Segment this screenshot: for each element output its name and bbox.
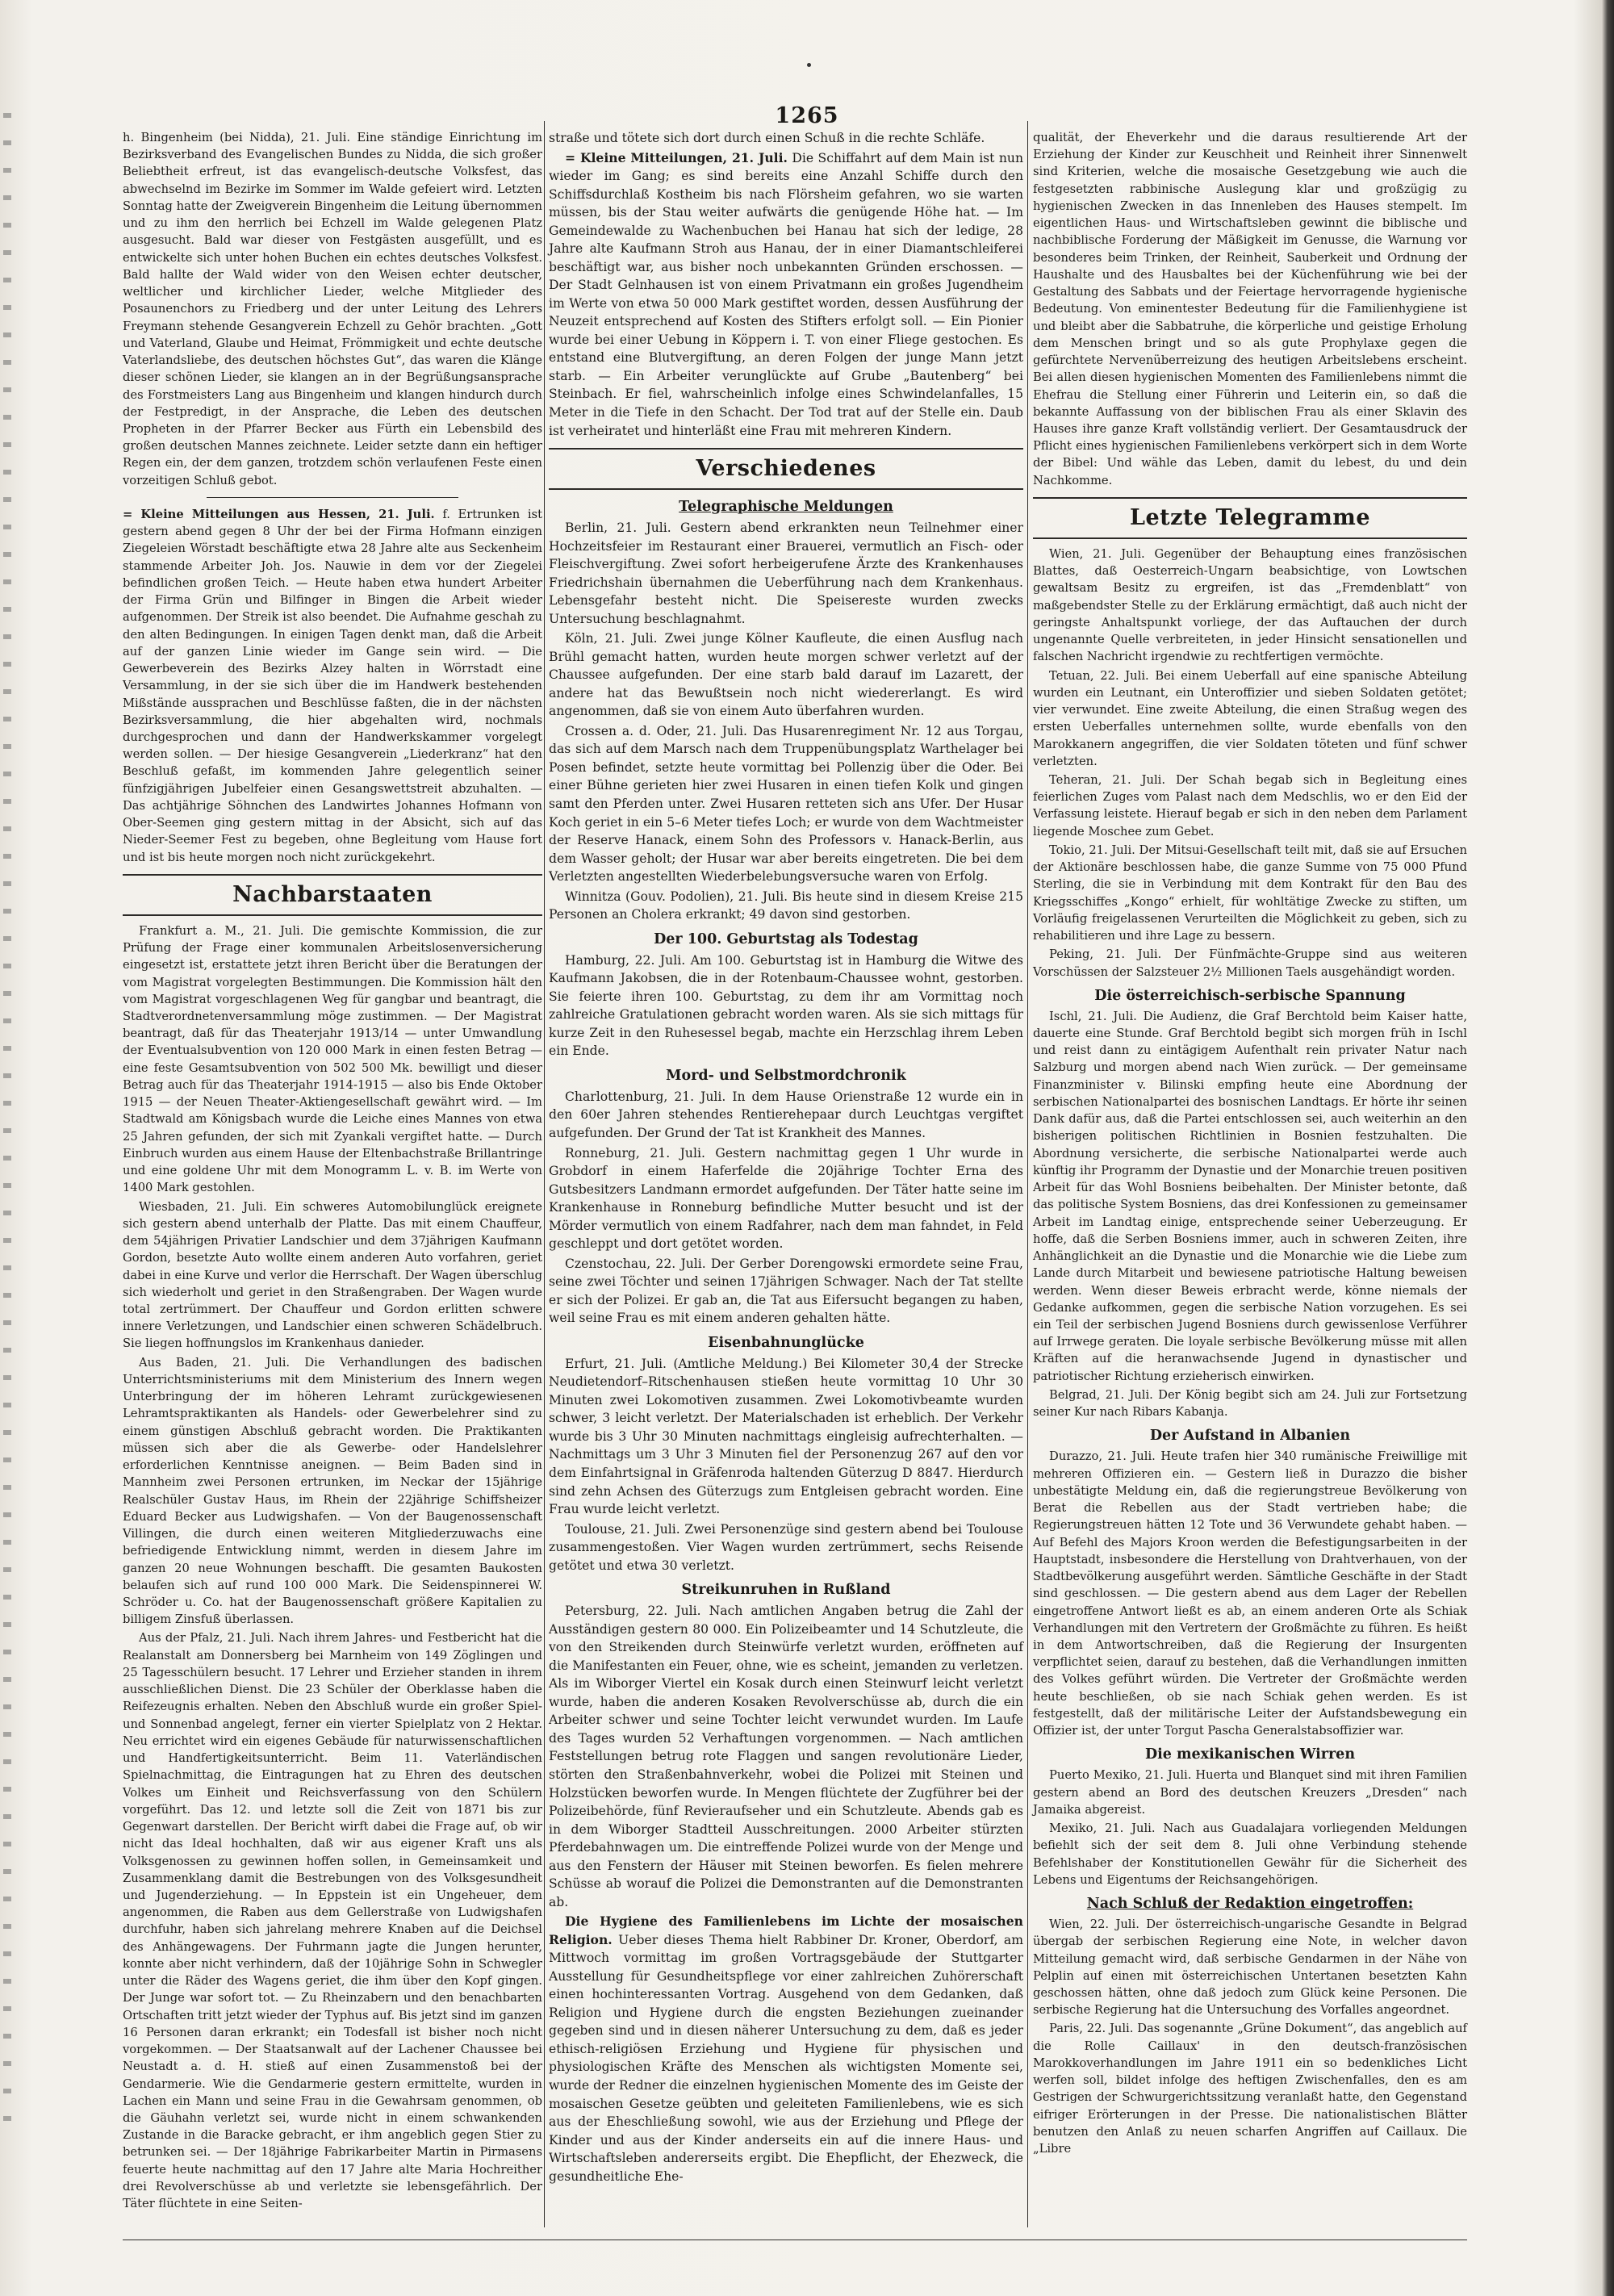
subheading-telegraphische-meldungen: Telegraphische Meldungen (679, 499, 893, 516)
article-durazzo: Durazzo, 21. Juli. Heute trafen hier 340 rumänische Freiwillige mit mehreren Offizieren ein. — Gestern ließ in Durazzo die bisher unbestätigte Meldung ein, daß die regierungstreue Bevölkerung von Berat die Rebellen aus der Stadt vertrieben habe; die Regierungstreuen hätten 12 Tote und 36 Verwundete gehabt haben. — Auf Befehl des Majors Kroon werden die Befestigungsarbeiten in der Hauptstadt, insbesondere die Herstellung von Drahtverhauen, von der Stadtbevölkerung ausgeführt werden. Sämtliche Geschäfte in der Stadt sind geschlossen. — Die gestern abend aus dem Lager der Rebellen eingetroffene Antwort ließt es ab, an einem anderen Orte als Schiak Verhandlungen mit den Vertretern der Großmächte zu führen. Es heißt in dem Antwortschreiben, daß die Regierung der Insurgenten verpflichtet seien, darauf zu bestehen, daß die Verhandlungen inmitten des Volkes geführt würden. Die Vertreter der Großmächte werden heute beschließen, ob sie nach Schiak gehen werden. Es ist festgestellt, daß der militärische Leiter der Aufstandsbewegung ein Offizier ist, der unter Torgut Pascha Generalstabsoffizier war. (1033, 1449, 1467, 1738)
article-ronneburg: Ronneburg, 21. Juli. Gestern nachmittag gegen 1 Uhr wurde in Grobdorf in einem Haferfelde die 20jährige Tochter Erna des Gutsbesitzers Landmann ermordet aufgefunden. Der Täter hatte seine im Krankenhause in Ronneburg befindliche Mutter besucht und ist der Mörder vermutlich von einem Radfahrer, nach dem man fahndet, in Feld geschleppt und dort getötet worden. (549, 1145, 1023, 1252)
column-1 (123, 129, 542, 2214)
subheading-mordchronik: Mord- und Selbstmordchronik (666, 1067, 906, 1084)
article-tokio: Tokio, 21. Juli. Der Mitsui-Gesellschaft teilt mit, daß sie auf Ersuchen der Aktionäre beschlossen habe, die ganze Summe von 75 000 Pfund Sterling, die sie in Verbindung mit dem Kontrakt für den Bau des Kriegsschiffes „Kongo“ erhielt, für wohltätige Zwecke zu stiften, um Vorläufig freigelassenen Verurteilten die Möglichkeit zu geben, sich zu rehabilitieren und ihre Lage zu bessern. (1033, 843, 1467, 943)
article-peking: Peking, 21. Juli. Der Fünfmächte-Gruppe sind aus weiteren Vorschüssen der Salzsteuer 2½ Millionen Taels ausgehändigt worden. (1033, 947, 1467, 979)
kleine-mitteilungen-text: Die Schiffahrt auf dem Main ist nun wieder im Gang; es sind bereits eine Anzahl Schiffe durch den Schiffsdurchlaß Kostheim bis nach Flörsheim gefahren, wo sie warten müssen, bis der Stau weiter aufwärts die genügende Höhe hat. — Im Gemeindewalde zu Wachenbuchen bei Hanau hat sich der ledige, 28 Jahre alte Kaufmann Stroh aus Hanau, der in einer Diamantschleiferei beschäftigt war, aus bisher noch unbekannten Gründen erschossen. — Der Stadt Gelnhausen ist von einem Privatmann ein großes Jugendheim im Werte von etwa 50 000 Mark gestiftet worden, dessen Ausführung der Neuzeit entsprechend auf Kosten des Stifters erfolgt soll. — Ein Pionier wurde bei einer Uebung in Köppern i. T. von einer Fliege gestochen. Es entstand eine Blutvergiftung, an deren Folgen der junge Mann jetzt starb. — Ein Arbeiter verunglückte auf Grube „Bautenberg“ bei Steinbach. Er fiel, wahrscheinlich infolge eines Schwindelanfalles, 15 Meter in die Tiefe in den Schacht. Der Tod trat auf der Stelle ein. Daub ist verheiratet und hinterläßt eine Frau mit mehreren Kindern. (549, 150, 1023, 438)
page-dot (807, 63, 811, 67)
article-wiesbaden: Wiesbaden, 21. Juli. Ein schweres Automobilunglück ereignete sich gestern abend unterhalb der Platte. Das mit einem Chauffeur, dem 54jährigen Privatier Landschier und dem 37jährigen Kaufmann Gordon, besetzte Auto wollte einem anderen Auto vorfahren, geriet dabei in eine Kurve und verlor die Herrschaft. Der Wagen überschlug sich wiederholt und geriet in den Straßengraben. Der Wagen wurde total zertrümmert. Der Chauffeur und Gordon erlitten schwere innere Verletzungen, und Landschier einen schweren Schädelbruch. Sie liegen hoffnungslos im Krankenhaus danieder. (123, 1199, 542, 1351)
article-erfurt: Erfurt, 21. Juli. (Amtliche Meldung.) Bei Kilometer 30,4 der Strecke Neudietendorf–Ritschenhausen stießen heute vormittag 10 Uhr 30 Minuten zwei Lokomotiven zusammen. Zwei Lokomotivbeamte wurden schwer, 3 leicht verletzt. Der Materialschaden ist erheblich. Der Verkehr wurde bis 3 Uhr 30 Minuten nachmittags eingleisig aufrechterhalten. — Nachmittags um 3 Uhr 3 Minuten fiel der Personenzug 267 auf den vor dem Einfahrtsignal in Gräfenroda haltenden Güterzug D 8847. Hierdurch sind zehn Achsen des Güterzugs zum Entgleisen gebracht worden. Eine Frau wurde leicht verletzt. (549, 1356, 1023, 1517)
subheading-streikunruhen: Streikunruhen in Rußland (681, 1582, 891, 1599)
article-pfalz: Aus der Pfalz, 21. Juli. Nach ihrem Jahres- und Festbericht hat die Realanstalt am Donnersberg bei Marnheim von 149 Zöglingen und 25 Tagesschülern besucht. 17 Lehrer und Erzieher standen in ihrem ausschließlichen Dienst. Die 23 Schüler der Oberklasse haben die Reifezeugnis erhalten. Neben den Abschluß wurde ein großer Spiel- und Sonnenbad angelegt, ferner ein vierter Spielplatz von 2 Hektar. Neu errichtet wird ein eigenes Gebäude für naturwissenschaftlichen und Handfertigkeitsunterricht. Beim 11. Vaterländischen Spielnachmittag, die Eintragungen hat zu Ehren des deutschen Volkes um Einheit und Reichsverfassung von den Schülern vorgeführt. Das 12. und letzte soll die Zeit von 1871 bis zur Gegenwart darstellen. Der Bericht wirft dabei die Frage auf, ob wir nicht das Ideal hochhalten, daß wir aus eigener Kraft uns als Volksgenossen zu gewinnen hoffen sollen, in Gemeinsamkeit und Zusammenklang damit die Bestrebungen von des Volksgesundheit und Jugenderziehung. — In Eppstein ist ein Ungeheuer, dem angenommen, die Raben aus dem Gellerstraße von Ludwigshafen durchfuhr, haben sich jahrelang mehrere Knaben auf die Deichsel des Anhängewagens. Der Fuhrmann jagte die Jungen herunter, konnte aber nicht verhindern, daß der 10jährige Sohn in Schwegler unter die Räder des Wagens geriet, die ihm über den Kopf gingen. Der Junge war sofort tot. — Zu Rheinzabern und den benachbarten Ortschaften tritt jetzt wieder der Typhus auf. Bis jetzt sind im ganzen 16 Personen daran erkrankt; ein Todesfall ist bisher noch nicht vorgekommen. — Der Staatsanwalt auf der Lachener Chaussee bei Neustadt a. d. H. stieß auf einen Zusammenstoß bei der Gendarmerie. Wie die Gendarmerie gestern ermittelte, wurden in Lachen ein Mann und seine Frau in die Gewahrsam genommen, ob die Gäuhahn verletzt sei, wurde nicht in einem schwankenden Zustande in die Baracke gebracht, er ihm angeblich gegen Stier zu betrunken sei. — Der 18jährige Fabrikarbeiter Martin in Pirmasens feuerte heute nachmittag auf den 17 Jahre alte Maria Hochreither drei Revolverschüsse ab und verletzte sie lebensgefährlich. Der Täter flüchtete in eine Seiten- (123, 1631, 542, 2211)
article-crossen: Crossen a. d. Oder, 21. Juli. Das Husarenregiment Nr. 12 aus Torgau, das sich auf dem Marsch nach dem Truppenübungsplatz Warthelager bei Posen befindet, setzte heute vormittag bei Pollenzig über die Oder. Bei einer Bühne gerieten hier zwei Husaren in einen tiefen Kolk und gingen samt den Pferden unter. Zwei Husaren retteten sich ans Ufer. Der Husar Koch geriet in ein 5–6 Meter tiefes Loch; er wurde von dem Wachtmeister der Reserve Hanack, einem Sohn des Professors v. Hanack-Berlin, aus dem Wasser geholt; der Husar war aber bereits eingetreten. Die bei dem Verletzten angestellten Wiederbelebungsversuche waren von Erfolg. (549, 723, 1023, 885)
article-wien: Wien, 21. Juli. Gegenüber der Behauptung eines französischen Blattes, daß Oesterreich-Ungarn beabsichtige, von Lowtschen gewaltsam Besitz zu ergreifen, ist das „Fremdenblatt“ von maßgebendster Stelle zu der Erklärung ermächtigt, daß auch nicht der geringste Anhaltspunkt vorliege, der das Auftauchen der durch ungenannte Quelle verbreiteten, in jeder Hinsicht sensationellen und falschen Nachricht irgendwie zu rechtfertigen vermöchte. (1033, 546, 1467, 664)
article-paris: Paris, 22. Juli. Das sogenannte „Grüne Dokument“, das angeblich auf die Rolle Caillaux' in den deutsch-französischen Marokkoverhandlungen im Jahre 1911 ein so bedenkliches Licht werfen soll, bildet infolge des heftigen Zwischenfalles, den es am Gestrigen der Schwurgerichtssitzung veranlaßt hatte, den Gegenstand eifriger Erörterungen in der Presse. Die nationalistischen Blätter benutzen den Anlaß zu neuen scharfen Angriffen auf Caillaux. Die „Libre (1033, 2022, 1467, 2156)
article-kleine-hessen (123, 506, 542, 866)
article-czenstochau: Czenstochau, 22. Juli. Der Gerber Dorengowski ermordete seine Frau, seine zwei Töchter und seinen 17jährigen Schwager. Nach der Tat stellte er sich der Polizei. Er gab an, die Tat aus Eifersucht begangen zu haben, weil seine Frau es mit einem anderen gehalten hätte. (549, 1256, 1023, 1326)
subheading-albanien: Der Aufstand in Albanien (1149, 1428, 1351, 1445)
article-bingenheim: h. Bingenheim (bei Nidda), 21. Juli. Eine ständige Einrichtung im Bezirksverband des Evangelischen Bundes zu Nidda, die sich großer Beliebtheit erfreut, ist das evangelisch-deutsche Volksfest, das abwechselnd im Bezirke im Sommer im Walde gefeiert wird. Letzten Sonntag hatte der Zweigverein Bingenheim die Leitung übernommen und zu ihm den herrlich bei Echzell im Walde gelegenen Platz ausgesucht. Bald war dieser von Festgästen ausgefüllt, und es entwickelte sich unter hohen Buchen ein echtes deutsches Volksfest. Bald hallte der Wald wider von den Weisen echter deutscher, weltlicher und kirchlicher Lieder, welche Mitglieder des Posaunenchors zu Friedberg und der unter Leitung des Lehrers Freymann stehende Gesangverein Echzell zu Gehör brachten. „Gott und Vaterland, Glaube und Heimat, Frömmigkeit und echte deutsche Vaterlandsliebe, des deutschen höchstes Gut“, das waren die Klänge dieser schönen Lieder, sie klangen an in der Begrüßungsansprache des Forstmeisters Lang aus Bingenheim und klangen hindurch durch der Festpredigt, in der Ansprache, die Leben des deutschen Propheten in der Pfarrer Becker aus Fürth ein Lebensbild des großen deutschen Mannes zeichnete. Leider setzte dann ein heftiger Regen ein, der dem ganzen, trotzdem schön verlaufenen Feste einen vorzeitigen Schluß gebot. (123, 131, 542, 487)
article-teheran: Teheran, 21. Juli. Der Schah begab sich in Begleitung eines feierlichen Zuges vom Palast nach dem Medschlis, wo er den Eid der Verfassung leistete. Hierauf begab er sich in den neben dem Parlament liegende Moschee zum Gebet. (1033, 772, 1467, 839)
subheading-serbische-spannung: Die österreichisch-serbische Spannung (1094, 987, 1406, 1004)
article-koeln: Köln, 21. Juli. Zwei junge Kölner Kaufleute, die einen Ausflug nach Brühl gemacht hatten, wurden heute morgen schwer verletzt auf der Chaussee aufgefunden. Der eine starb bald darauf im Lazarett, der andere hat das Bewußtsein noch nicht wiedererlangt. Es wird angenommen, daß sie von einem Auto überfahren wurden. (549, 631, 1023, 719)
article-toulouse: Toulouse, 21. Juli. Zwei Personenzüge sind gestern abend bei Toulouse zusammengestoßen. Vier Wagen wurden zertrümmert, sechs Reisende getötet und etwa 30 verletzt. (549, 1521, 1023, 1573)
article-tetuan: Tetuan, 22. Juli. Bei einem Ueberfall auf eine spanische Abteilung wurden ein Leutnant, ein Unteroffizier und sieben Soldaten getötet; vier verwundet. Eine zweite Abteilung, die einen Straßug wegen des ersten Ueberfalles unternehmen sollte, wurde ebenfalls von den Marokkanern angegriffen, die vier Soldaten töteten und fünf schwer verletzten. (1033, 668, 1467, 768)
article-baden: Aus Baden, 21. Juli. Die Verhandlungen des badischen Unterrichtsministeriums mit dem Ministerium des Innern wegen Unterbringung der im höheren Lehramt zurückgewiesenen Lehramtspraktikanten als Handels- oder Gewerbelehrer sind zu einem günstigen Abschluß gebracht worden. Die Praktikanten müssen sich aber die als Gewerbe- oder Handelslehrer erforderlichen Kenntnisse aneignen. — Beim Baden sind in Mannheim zwei Personen ertrunken, im Neckar der 15jährige Realschüler Gustav Haus, im Rhein der 22jährige Schiffsheizer Eduard Becker aus Ludwigshafen. — Von der Baugenossenschaft Villingen, die durch einen weiteren Mitgliederzuwachs eine befriedigende Entwicklung nimmt, werden in diesem Jahre im ganzen 20 neue Wohnungen beschafft. Die gesamten Baukosten belaufen sich auf rund 100 000 Mark. Die Seidenspinnerei W. Schröder u. Co. hat der Baugenossenschaft größere Kapitalien zu billigem Zinsfuß überlassen. (123, 1355, 542, 1627)
column-3 (1033, 129, 1467, 2159)
article-belgrad: Belgrad, 21. Juli. Der König begibt sich am 24. Juli zur Fortsetzung seiner Kur nach Ribars Kabanja. (1033, 1387, 1467, 1420)
hygiene-heading: Die Hygiene des Familienlebens im Lichte der mosaischen Religion. (549, 1913, 1023, 1947)
article-wien-note: Wien, 22. Juli. Der österreichisch-ungarische Gesandte in Belgrad übergab der serbischen Regierung eine Note, in welcher davon Mitteilung gemacht wird, daß serbische Gendarmen in der Nähe von Pelplin auf einen mit österreichischen Untertanen besetzten Kahn geschossen hätten, ohne daß jedoch zum Glück keine Personen. Die serbische Regierung hat die Untersuchung des Vorfalles angeordnet. (1033, 1918, 1467, 2018)
article-hygiene (549, 1913, 1023, 2185)
subheading-mexiko: Die mexikanischen Wirren (1144, 1746, 1356, 1763)
hygiene-text: Ueber dieses Thema hielt Rabbiner Dr. Kroner, Oberdorf, am Mittwoch vormittag im großen Vortragsgebäude der Stuttgarter Ausstellung für Gesundheitspflege vor einer zahlreichen Zuhörerschaft einen hochinteressanten Vortrag. Ausgehend von dem Gedanken, daß Religion und Hygiene durch die engsten Beziehungen zueinander gegeben sind und in diesen näherer Untersuchung zu dem, daß es jeder ethisch-religiösen Erziehung und Hygiene für physischen und physiologischen Kräfte des Menschen als wichtigsten Momente sei, wurde der Redner die einzelnen hygienischen Momente des im Geiste der mosaischen Gesetze geübten und geleiteten Familienlebens, wie es sich aus der Eheschließung sowohl, wie aus der Erziehung und Pflege der Kinder und aus der Kinder anderseits ein auf die innere Haus- und Wirtschaftsleben andererseits ergibt. Die Ehepflicht, der Ehezweck, die gesundheitliche Ehe- (549, 1932, 1023, 2184)
section-heading-letzte-telegramme: Letzte Telegramme (1033, 497, 1467, 539)
section-heading-verschiedenes: Verschiedenes (549, 448, 1023, 490)
article-charlottenburg: Charlottenburg, 21. Juli. In dem Hause Orienstraße 12 wurde ein in den 60er Jahren stehendes Rentierehepaar durch Leuchtgas vergiftet aufgefunden. Der Grund der Tat ist Krankheit des Mannes. (549, 1089, 1023, 1140)
article-frankfurt: Frankfurt a. M., 21. Juli. Die gemischte Kommission, die zur Prüfung der Frage einer kommunalen Arbeitslosenversicherung eingesetzt ist, erstattete jetzt ihren Bericht über die Beratungen der vom Magistrat vorgelegten Bestimmungen. Die Kommission hält den vom Magistrat vorgeschlagenen Weg für gangbar und beantragt, die Stadtverordnetenversammlung möge zustimmen. — Der Magistrat beantragt, daß für das Theaterjahr 1913/14 — unter Umwandlung der Eventualsubvention von 120 000 Mark in einen festen Betrag — eine feste Gesamtsubvention von 502 500 Mk. bewilligt und dieser Betrag auch für das Theaterjahr 1914-1915 — also bis Ende Oktober 1915 — der Neuen Theater-Aktiengesellschaft gewährt wird. — Im Stadtwald am Königsbach wurde die Leiche eines Mannes von etwa 25 Jahren gefunden, der sich mit Zyankali vergiftet hatte. — Durch Einbruch wurden aus einem Hause der Eltenbachstraße Brillantringe und eine goldene Uhr mit dem Monogramm L. v. B. im Werte von 1400 Mark gestohlen. (123, 923, 542, 1195)
kleine-mitteilungen-heading: = Kleine Mitteilungen, 21. Juli. (565, 149, 788, 165)
column-rule-1 (544, 121, 545, 2227)
column-rule-2 (1027, 121, 1028, 2227)
binding-edge (3, 113, 11, 2131)
article-hamburg: Hamburg, 22. Juli. Am 100. Geburtstag ist in Hamburg die Witwe des Kaufmann Jakobsen, die in der Rotenbaum-Chaussee wohnt, gestorben. Sie feierte ihren 100. Geburtstag, zu dem ihr am Vormittag noch zahlreiche Gratulationen gebracht worden waren. Als sie sich mittags für kurze Zeit in den Ruhesessel begab, machte ein Herzschlag ihrem Leben ein Ende. (549, 952, 1023, 1059)
article-petersburg: Petersburg, 22. Juli. Nach amtlichen Angaben betrug die Zahl der Ausständigen gestern 80 000. Ein Polizeibeamter und 14 Schutzleute, die von den Streikenden durch Steinwürfe verletzt wurden, eröffneten auf die Manifestanten ein Feuer, ohne, wie es scheint, jemanden zu verletzen. Als im Wiborger Viertel ein Kosak durch einen Steinwurf leicht verletzt wurde, haben die anderen Kosaken Revolverschüsse ab, durch die ein Arbeiter schwer und seine Tochter leicht verwundet wurden. Im Laufe des Tages wurden 52 Verhaftungen vorgenommen. — Nach amtlichen Feststellungen betrug rote Flaggen und sangen revolutionäre Lieder, störten den Straßenbahnverkehr, wobei die Polizei mit Steinen und Holzstücken beworfen wurde. In Mengen flüchtete der Zugführer bei der Polizeibehörde, fünf Revieraufseher und ein Schutzleute. Abends gab es in dem Wiborger Stadtteil Ausschreitungen. 2000 Arbeiter stürzten Pferdebahnwagen um. Die eintreffende Polizei wurde von der Menge und aus den Fenstern der Häuser mit Steinen beworfen. Es fielen mehrere Schüsse ab worauf die Polizei die Demonstranten auf die Demonstranten ab. (549, 1604, 1023, 1909)
subheading-nach-schluss: Nach Schluß der Redaktion eingetroffen: (1086, 1896, 1414, 1913)
article-puerto-mexiko: Puerto Mexiko, 21. Juli. Huerta und Blanquet sind mit ihren Familien gestern abend an Bord des deutschen Kreuzers „Dresden“ nach Jamaika abgereist. (1033, 1768, 1467, 1817)
article-winnitza: Winnitza (Gouv. Podolien), 21. Juli. Bis heute sind in diesem Kreise 215 Personen an Cholera erkrankt; 49 davon sind gestorben. (549, 889, 1023, 922)
article-berlin: Berlin, 21. Juli. Gestern abend erkrankten neun Teilnehmer einer Hochzeitsfeier im Restaurant einer Brauerei, vermutlich an Fisch- oder Fleischvergiftung. Zwei sofort herbeigerufene Ärzte des Krankenhauses Friedrichshain übernahmen die Ueberführung nach dem Krankenhaus. Lebensgefahr besteht nicht. Die Speisereste wurden zwecks Untersuchung beschlagnahmt. (549, 521, 1023, 626)
column-2 (549, 129, 1023, 2187)
article-mexiko: Mexiko, 21. Juli. Nach aus Guadalajara vorliegenden Meldungen befiehlt sich der seit dem 8. Juli ohne Verbindung stehende Befehlshaber der Konstitutionellen Gewähr für die Sicherheit des Lebens und Eigentums der Reichsangehörigen. (1033, 1821, 1467, 1887)
subheading-geburtstag: Der 100. Geburtstag als Todestag (654, 931, 918, 947)
kleine-hessen-text: f. Ertrunken ist gestern abend gegen 8 Uhr der bei der Firma Hofmann einzigen Ziegeleien Wörstadt beschäftigte etwa 28 Jahre alte aus Seckenheim stammende Arbeiter Joh. Jos. Nauwie in dem vor der Ziegelei befindlichen großen Teich. — Heute haben etwa hundert Arbeiter der Firma Grün und Bilfinger in Bingen die Arbeit wieder aufgenommen. Der Streik ist also beendet. Die Aufnahme geschah zu den alten Bedingungen. In einigen Tagen denkt man, daß die Arbeit auf der ganzen Linie wieder im Gange sein wird. — Die Gewerbeverein des Bezirks Alzey halten in Wörrstadt eine Versammlung, in der sie sich über die im Handwerk bestehenden Mißstände aussprachen und Beschlüsse faßten, die in der nächsten Bezirksversammlung, die hier abgehalten wird, nochmals durchgesprochen und dann der Handwerkskammer vorgelegt werden sollen. — Der hiesige Gesangverein „Liederkranz“ hat den Beschluß gefaßt, im kommenden Jahre gelegentlich seiner fünfzigjährigen Jubelfeier einen Gesangswettstreit abzuhalten. — Das achtjährige Söhnchen des Landwirtes Johannes Hofmann von Ober-Seemen ging gestern mittag in der Absicht, sich auf das Nieder-Seemer Fest zu begeben, ohne Begleitung vom Hause fort und ist bis heute morgen noch nicht zurückgekehrt. (123, 507, 542, 864)
article-hygiene-continued: qualität, der Eheverkehr und die daraus resultierende Art der Erziehung der Kinder zur Keuschheit und Reinheit ihrer Sinnenwelt sind Kriterien, welche die mosaische Gesetzgebung wie auch die festgesetzten rabbinische Auslegung klar und großzügig zu hygienischen Zwecken in das Innenleben des Hauses stempelt. Im eigentlichen Haus- und Wirtschaftsleben gewinnt die biblische und nachbiblische Forderung der Mäßigkeit im Genusse, die Warnung vor besonderes beim Trinken, der Reinheit, Sauberkeit und Ordnung der Haushalte und des Hausbaltes bei der Küchenführung wie bei der Gestaltung des Sabbats und der Feiertage hervorragende hygienische Bedeutung. Von eminentester Bedeutung für die Familienhygiene ist und bleibt aber die Sabbatruhe, die körperliche und geistige Erholung dem Menschen bringt und so als gute Prophylaxe gegen die gefürchtete Nervenüberreizung des heutigen Arbeitslebens erscheint. Bei allen diesen hygienischen Momenten des Familienlebens nimmt die Ehefrau die Stellung einer Führerin und Leiterin ein, so daß die bekannte Auffassung von der biblischen Frau als einer Sklavin des Hauses ihre ganze Kraft vollständig verliert. Der Gesamtausdruck der Pflicht eines hygienischen Familienlebens verkörpert sich in dem Worte der Bibel: Und wähle das Leben, damit du lebest, du und dein Nachkomme. (1033, 131, 1467, 487)
kleine-hessen-heading: = Kleine Mitteilungen aus Hessen, 21. Juli. (123, 507, 435, 521)
article-ischl: Ischl, 21. Juli. Die Audienz, die Graf Berchtold beim Kaiser hatte, dauerte eine Stunde. Graf Berchtold begibt sich morgen früh in Ischl und reist dann zu eintägigem Aufenthalt rein privater Natur nach Salzburg und morgen abend nach Wien zurück. — Der gemeinsame Finanzminister v. Bilinski empfing heute eine Abordnung der serbischen Nationalpartei des bosnischen Landtags. Er hörte ihr seinen Dank dafür aus, daß die Partei entschlossen sei, auch weiterhin an den bisherigen politischen Richtlinien in Bosnien festzuhalten. Die Abordnung versicherte, die serbische Nationalpartei werde auch künftig ihr Programm der Dynastie und der Monarchie treuen positiven Arbeit für das Wohl Bosniens beibehalten. Der Minister betonte, daß das politische System Bosniens, das drei Konfessionen zu gemeinsamer Arbeit im Landtag einige, entsprechende seiner Ueberzeugung. Er hoffe, daß die Serben Bosniens immer, auch in schweren Zeiten, ihre Anhänglichkeit an die Dynastie und die Monarchie wie die Liebe zum Lande durch Mitarbeit und bewiesene patriotische Haltung beweisen werden. Wenn dieser Beweis erbracht werde, könne niemals der Gedanke aufkommen, gegen die serbische Nation vorzugehen. Es sei ein Teil der serbischen Jugend Bosniens durch gewissenlose Verführer auf Irrwege geraten. Die loyale serbische Bevölkerung müsse mit allen Kräften auf die heranwachsende Jugend in dynastischer und patriotischer Richtung erzieherisch einwirken. (1033, 1009, 1467, 1383)
subheading-eisenbahnunglueck: Eisenbahnunglücke (708, 1334, 864, 1351)
article-continuation: straße und tötete sich dort durch einen Schuß in die rechte Schläfe. (549, 131, 985, 145)
page-number: 1265 (775, 103, 839, 128)
divider (207, 497, 458, 498)
article-kleine-mitteilungen (549, 149, 1023, 441)
section-heading-nachbarstaaten: Nachbarstaaten (123, 874, 542, 916)
